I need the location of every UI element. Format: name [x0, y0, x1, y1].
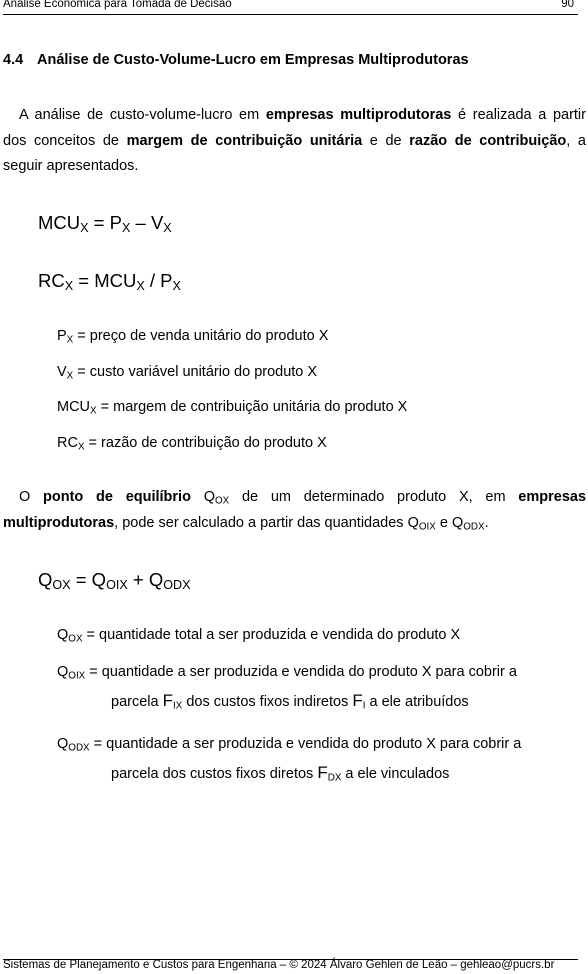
intro-text: e de: [362, 132, 410, 149]
definition-rcx: $RC_X$ = razão de contribuição do produto X: [57, 435, 327, 453]
equilibrium-paragraph: O ponto de equilíbrio $Q_{OX}$ de um determinado produto X, em empresas multiprodutoras, pode ser calculado a partir das quantidades $Q_{OIX}$ e $Q_{ODX}$.: [3, 489, 587, 532]
formula-q: $Q_{OX} = Q_{OIX} + Q_{ODX}$: [38, 569, 191, 593]
intro-bold-term: razão de contribuição: [409, 132, 567, 149]
definition-qodx-continuation: parcela dos custos fixos diretos $F_{DX}$ a ele vinculados: [111, 763, 450, 784]
intro-text: é realizada a partir dos conceitos de: [3, 107, 586, 149]
formula-mcu: $MCU_X = P_X - V_X$: [38, 212, 172, 236]
intro-text: A análise de custo-volume-lucro em: [19, 107, 266, 123]
definition-mcux: $MCU_X$ = margem de contribuição unitária do produto X: [57, 399, 408, 417]
definition-vx: $V_X$ = custo variável unitário do produto X: [57, 364, 318, 382]
intro-text: , a seguir apresentados.: [3, 132, 586, 174]
definition-qox: $Q_{OX}$ = quantidade total a ser produzida e vendida do produto X: [57, 627, 461, 645]
definition-qoix: $Q_{OIX}$ = quantidade a ser produzida e vendida do produto X para cobrir a: [57, 664, 517, 682]
formula-rc: $RC_X = MCU_X / P_X$: [38, 270, 181, 294]
page-number: 90: [561, 0, 574, 10]
definition-qoix-continuation: parcela $F_{IX}$ dos custos fixos indiretos $F_I$ a ele atribuídos: [111, 691, 469, 712]
definition-qodx: $Q_{ODX}$ = quantidade a ser produzida e vendida do produto X para cobrir a: [57, 736, 522, 754]
header-title: Análise Econômica para Tomada de Decisão: [3, 0, 232, 10]
section-heading: [3, 52, 469, 68]
section-title: Análise de Custo-Volume-Lucro em Empresas Multiprodutoras: [37, 52, 469, 68]
definition-px: $P_X$ = preço de venda unitário do produto X: [57, 328, 329, 346]
equilibrium-bold-term: ponto de equilíbrio: [43, 489, 191, 505]
page-footer: Sistemas de Planejamento e Custos para Engenharia – © 2024 Álvaro Gehlen de Leão – gehleao@pucrs.br: [3, 959, 555, 971]
intro-paragraph: [3, 103, 586, 180]
intro-bold-term: empresas multiprodutoras: [265, 107, 452, 123]
page-header: [3, 0, 574, 14]
intro-bold-term: margem de contribuição unitária: [126, 132, 363, 149]
equilibrium-bold-term: empresas multiprodutoras: [3, 489, 587, 531]
section-number: 4.4: [3, 52, 24, 68]
header-rule: [3, 14, 578, 15]
